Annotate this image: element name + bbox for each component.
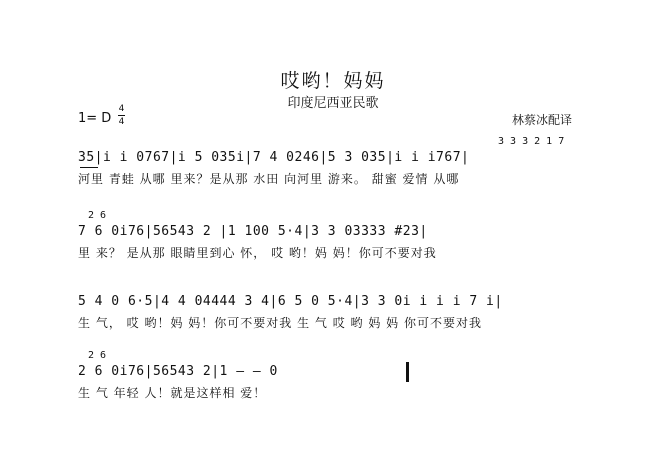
song-title: 哎哟！妈妈 (280, 70, 386, 92)
notes-row-4: 2 6 0i76|56543 2|1 – – 0 (78, 364, 278, 379)
time-signature-top: 4 (118, 104, 125, 114)
notes-row-1: 35|i i 0767|i 5 035i|7 4 0246|5 3 035|i i i767| (78, 150, 470, 165)
staff-row-3 (78, 290, 582, 338)
staff-row-1 (78, 136, 582, 184)
lyrics-row-3: 生 气， 哎 哟！妈 妈！你可不要对我 生 气 哎 哟 妈 妈 你可不要对我 (78, 316, 482, 330)
lyrics-row-4: 生 气 年轻 人！就是这样相 爱！ (78, 386, 267, 400)
notes-row-2: 7 6 0i76|56543 2 |1 100 5·4|3 3 03333 #23| (78, 224, 428, 239)
notes-row-3: 5 4 0 6·5|4 4 04444 3 4|6 5 0 5·4|3 3 0i i i i 7 i| (78, 294, 503, 309)
time-signature (118, 104, 125, 127)
arranger-credit: 林蔡冰配译 (511, 113, 572, 127)
lyrics-row-1: 河里 青蛙 从哪 里来？是从那 水田 向河里 游来。 甜蜜 爱情 从哪 (78, 172, 460, 186)
lyrics-row-2: 里 来？ 是从那 眼睛里到心 怀， 哎 哟！妈 妈！你可不要对我 (78, 246, 437, 260)
final-barline (406, 362, 409, 382)
key-signature: 1= D (78, 111, 112, 126)
upper-notes-row-2: 2 6 (88, 210, 107, 221)
song-subtitle: 印度尼西亚民歌 (287, 96, 379, 111)
upper-notes-row-4: 2 6 (88, 350, 107, 361)
upper-notes-row-1: 3 3 3 2 1 7 (498, 136, 565, 147)
staff-row-2 (78, 210, 582, 258)
staff-row-4 (78, 350, 582, 398)
time-signature-bottom: 4 (118, 117, 125, 127)
